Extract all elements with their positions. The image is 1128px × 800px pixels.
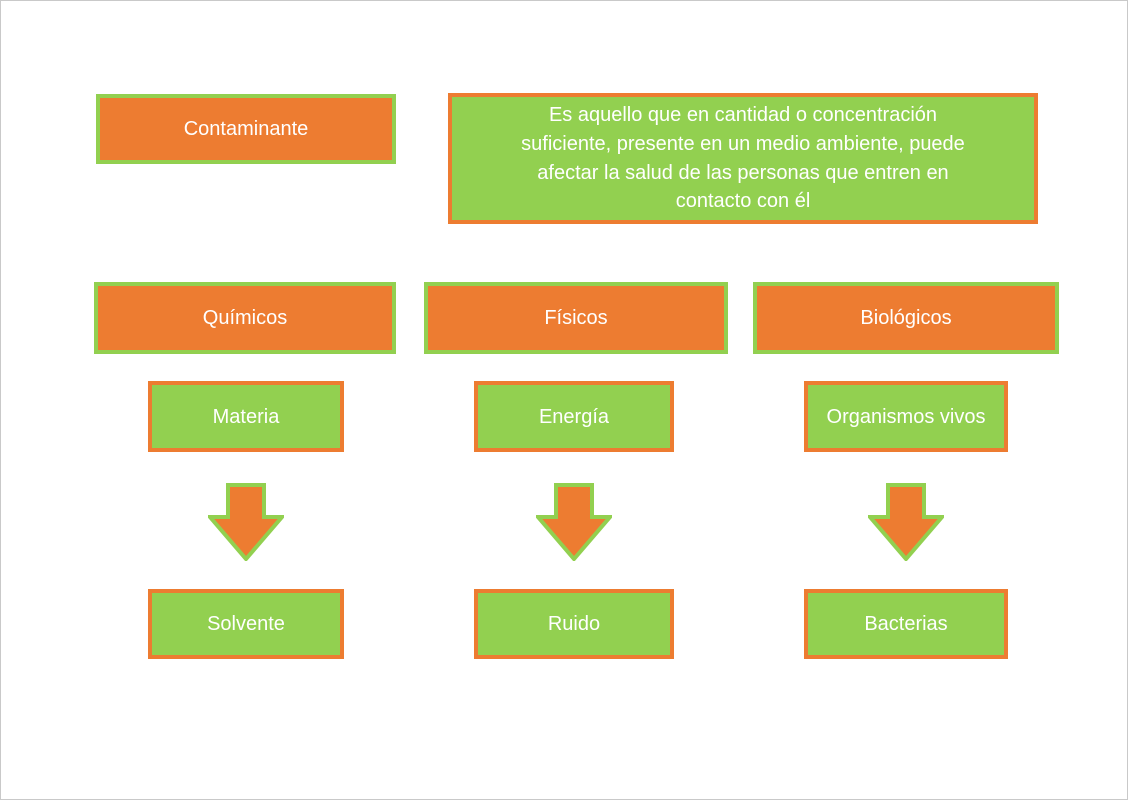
- form-box-materia: [148, 381, 344, 452]
- down-arrow-icon: [868, 483, 944, 561]
- example-box-ruido: [474, 589, 674, 659]
- form-label: Materia: [212, 405, 280, 428]
- contaminante-label: Contaminante: [183, 118, 309, 140]
- form-label: Energía: [538, 405, 610, 428]
- form-label: Organismos vivos: [826, 405, 986, 428]
- category-box-fisicos: [424, 282, 728, 354]
- example-label: Ruido: [547, 613, 601, 635]
- form-box-organismos-vivos: [804, 381, 1008, 452]
- example-box-bacterias: [804, 589, 1008, 659]
- example-box-solvente: [148, 589, 344, 659]
- category-label: Químicos: [202, 307, 288, 329]
- definition-text: Es aquello que en cantidad o concentración suficiente, presente en un medio ambiente, puede afectar la salud de las personas que entren en contacto con él: [521, 104, 965, 213]
- form-box-energia: [474, 381, 674, 452]
- category-label: Físicos: [544, 307, 608, 329]
- down-arrow-icon: [208, 483, 284, 561]
- down-arrow-icon: [536, 483, 612, 561]
- example-label: Solvente: [207, 613, 285, 635]
- category-box-biologicos: [753, 282, 1059, 354]
- definition-box: [448, 93, 1038, 224]
- category-label: Biológicos: [860, 307, 952, 329]
- category-box-quimicos: [94, 282, 396, 354]
- contaminante-box: [96, 94, 396, 164]
- example-label: Bacterias: [864, 613, 948, 635]
